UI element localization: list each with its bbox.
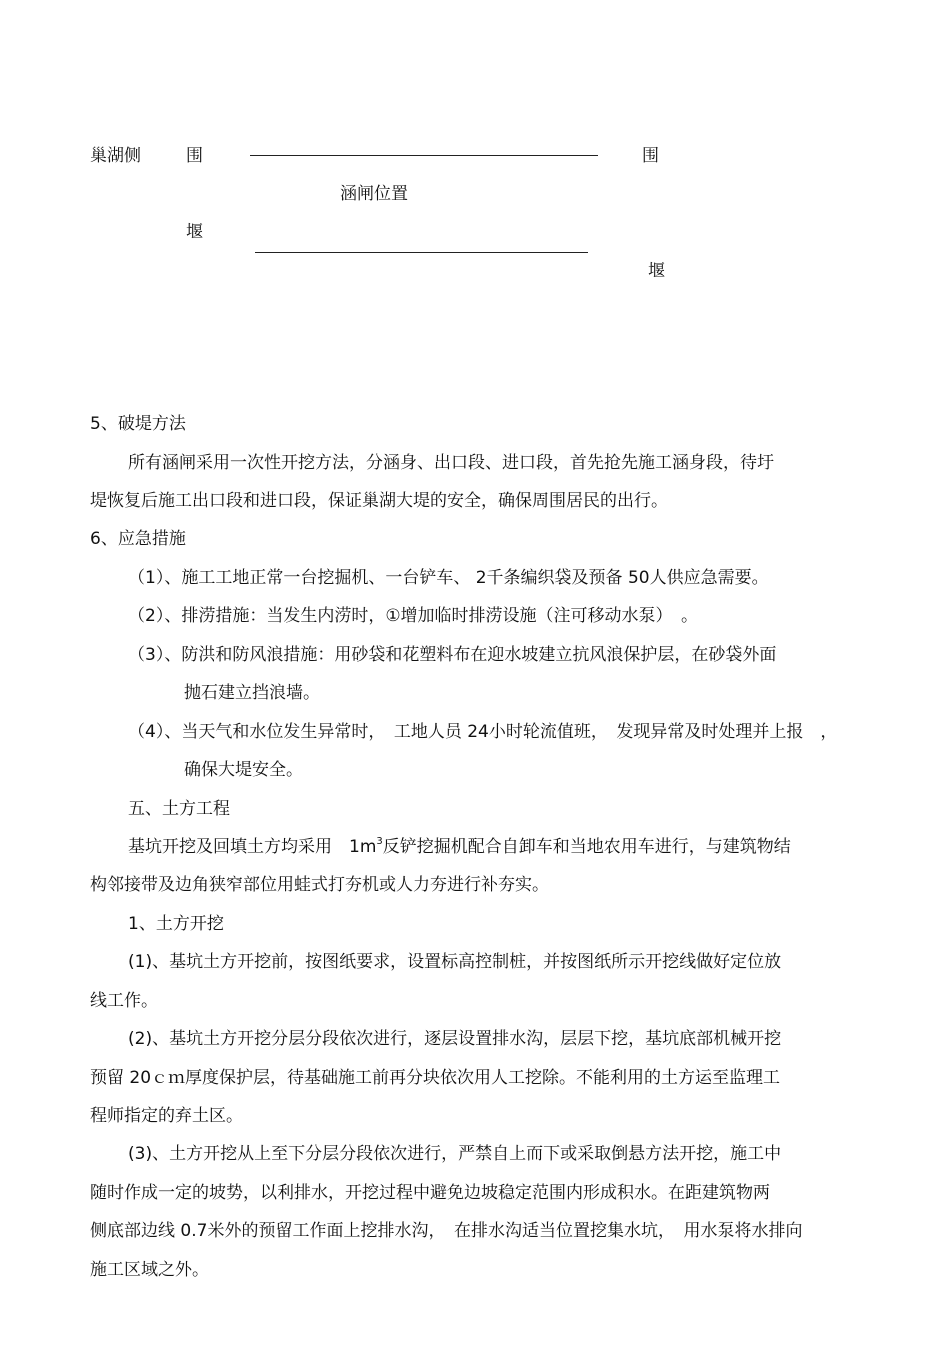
emergency-item-3-line1: （3）、防洪和防风浪措施：用砂袋和花塑料布在迎水坡建立抗风浪保护层，在砂袋外面 bbox=[128, 645, 777, 665]
chapter5-heading: 五、土方工程 bbox=[128, 799, 230, 819]
emergency-item-3-line2: 抛石建立挡浪墙。 bbox=[184, 683, 320, 703]
emergency-item-4-line2: 确保大堤安全。 bbox=[184, 760, 303, 780]
earthwork-intro-line2: 构邻接带及边角狭窄部位用蛙式打夯机或人力夯进行补夯实。 bbox=[90, 875, 549, 895]
upper-cofferdam-line bbox=[250, 155, 598, 156]
cubic-superscript: 3 bbox=[376, 836, 383, 847]
emergency-item-4-line1: （4）、当天气和水位发生异常时， 工地人员 24小时轮流值班， 发现异常及时处理并上报 ， bbox=[128, 722, 838, 742]
cofferdam-yan-right-label: 堰 bbox=[648, 261, 665, 281]
excavation-p2-line3: 程师指定的弃土区。 bbox=[90, 1106, 243, 1126]
cofferdam-wei-left-label: 围 bbox=[186, 146, 203, 166]
excavation-p1-line2: 线工作。 bbox=[90, 991, 158, 1011]
section5-paragraph-line1: 所有涵闸采用一次性开挖方法，分涵身、出口段、进口段，首先抢先施工涵身段，待圩 bbox=[128, 453, 774, 473]
excavation-p3-line2: 随时作成一定的坡势，以利排水，开挖过程中避免边坡稳定范围内形成积水。在距建筑物两 bbox=[90, 1183, 770, 1203]
excavation-subheading: 1、土方开挖 bbox=[128, 914, 224, 934]
emergency-item-1: （1）、施工工地正常一台挖掘机、一台铲车、 2千条编织袋及预备 50人供应急需要。 bbox=[128, 568, 769, 588]
excavation-p3-line1: (3)、土方开挖从上至下分层分段依次进行，严禁自上而下或采取倒悬方法开挖，施工中 bbox=[128, 1144, 782, 1164]
excavation-p3-line3: 侧底部边线 0.7米外的预留工作面上挖排水沟， 在排水沟适当位置挖集水坑， 用水泵将水排向 bbox=[90, 1221, 803, 1241]
excavation-p2-line1: (2)、基坑土方开挖分层分段依次进行，逐层设置排水沟，层层下挖，基坑底部机械开挖 bbox=[128, 1029, 782, 1049]
cofferdam-yan-left-label: 堰 bbox=[186, 222, 203, 242]
earthwork-intro-line1-a: 基坑开挖及回填土方均采用 1m bbox=[128, 837, 377, 857]
emergency-item-2: （2）、排涝措施：当发生内涝时，①增加临时排涝设施（注可移动水泵） 。 bbox=[128, 606, 699, 626]
earthwork-intro-line1-b: 反铲挖掘机配合自卸车和当地农用车进行，与建筑物结 bbox=[382, 837, 791, 857]
lower-cofferdam-line bbox=[255, 252, 588, 253]
cofferdam-wei-right-label: 围 bbox=[642, 146, 659, 166]
excavation-p1-line1: (1)、基坑土方开挖前，按图纸要求，设置标高控制桩，并按图纸所示开挖线做好定位放 bbox=[128, 952, 782, 972]
section6-heading: 6、应急措施 bbox=[90, 529, 186, 549]
section5-paragraph-line2: 堤恢复后施工出口段和进口段，保证巢湖大堤的安全，确保周围居民的出行。 bbox=[90, 491, 668, 511]
excavation-p3-line4: 施工区域之外。 bbox=[90, 1260, 209, 1280]
excavation-p2-line2: 预留 20ｃｍ厚度保护层，待基础施工前再分块依次用人工挖除。不能利用的土方运至监理工 bbox=[90, 1068, 781, 1088]
lake-side-label: 巢湖侧 bbox=[90, 146, 141, 166]
culvert-position-label: 涵闸位置 bbox=[340, 184, 408, 204]
earthwork-intro-line1 bbox=[128, 837, 791, 857]
section5-heading: 5、破堤方法 bbox=[90, 414, 186, 434]
